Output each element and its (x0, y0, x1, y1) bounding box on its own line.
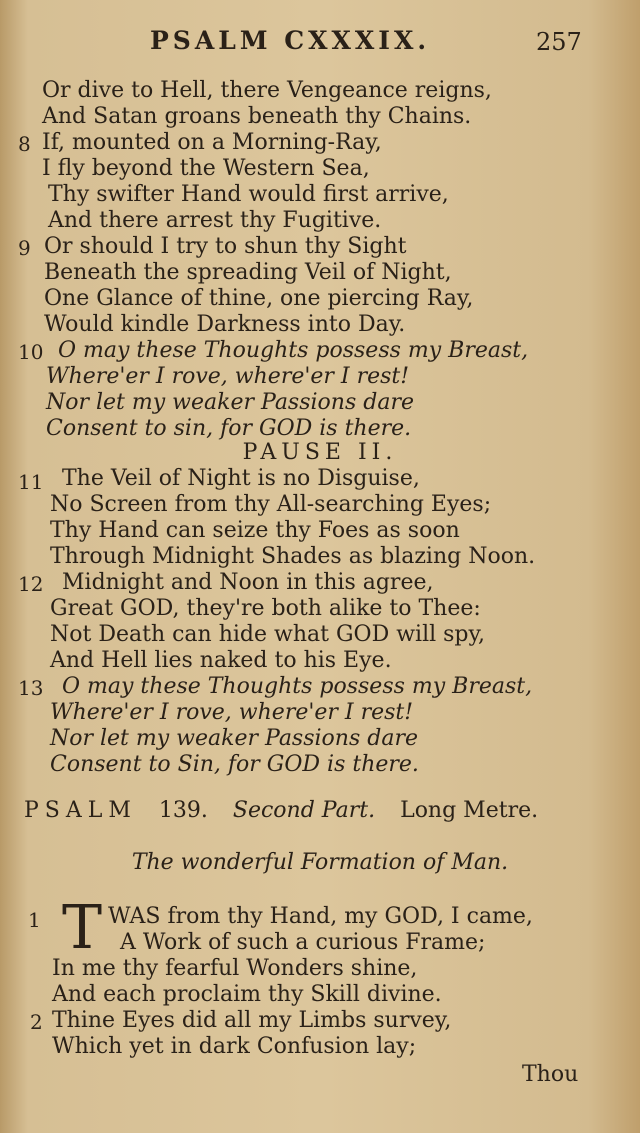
verse-number: 13 (18, 676, 44, 700)
verse-line: Consent to sin, for GOD is there. (46, 416, 412, 441)
verse-number: 1 (28, 908, 41, 932)
page-header (0, 26, 640, 58)
verse-line: WAS from thy Hand, my GOD, I came, (108, 904, 533, 929)
verse-line: No Screen from thy All-searching Eyes; (50, 492, 492, 517)
verse-line: Where'er I rove, where'er I rest! (50, 700, 414, 725)
verse-line: Midnight and Noon in this agree, (62, 570, 434, 595)
psalm-subtitle: The wonderful Formation of Man. (131, 850, 509, 875)
part-label: Second Part. (232, 798, 376, 823)
verse-line: Not Death can hide what GOD will spy, (50, 622, 486, 647)
verse-line: Where'er I rove, where'er I rest! (46, 364, 410, 389)
verse-line: Thy swifter Hand would first arrive, (48, 182, 449, 207)
verse-line: Thine Eyes did all my Limbs survey, (52, 1008, 452, 1033)
verse-line: I fly beyond the Western Sea, (42, 156, 370, 181)
catchword: Thou (522, 1062, 579, 1087)
pause-heading: PAUSE II. (242, 440, 398, 465)
verse-line: Through Midnight Shades as blazing Noon. (50, 544, 536, 569)
verse-line: One Glance of thine, one piercing Ray, (44, 286, 474, 311)
verse-line: Nor let my weaker Passions dare (50, 726, 418, 751)
verse-line: Great GOD, they're both alike to Thee: (50, 596, 481, 621)
verse-line: O may these Thoughts possess my Breast, (62, 674, 533, 699)
drop-cap: T (62, 893, 103, 963)
verse-line: Consent to Sin, for GOD is there. (50, 752, 419, 777)
verse-line: Would kindle Darkness into Day. (44, 312, 406, 337)
verse-number: 9 (18, 236, 31, 260)
verse-number: 12 (18, 572, 44, 596)
verse-number: 8 (18, 132, 31, 156)
verse-line: Which yet in dark Confusion lay; (52, 1034, 417, 1059)
psalm-number: 139. (158, 798, 208, 823)
verse-line: The Veil of Night is no Disguise, (62, 466, 420, 491)
page-number: 257 (536, 28, 582, 56)
psalm-label: PSALM (24, 798, 137, 823)
verse-number: 10 (18, 340, 44, 364)
verse-line: And there arrest thy Fugitive. (48, 208, 382, 233)
verse-line: In me thy fearful Wonders shine, (52, 956, 418, 981)
verse-line: Or should I try to shun thy Sight (44, 234, 407, 259)
verse-line: If, mounted on a Morning-Ray, (42, 130, 382, 155)
verse-line: O may these Thoughts possess my Breast, (58, 338, 529, 363)
metre-label: Long Metre. (400, 798, 539, 823)
verse-line: Beneath the spreading Veil of Night, (44, 260, 452, 285)
verse-line: Or dive to Hell, there Vengeance reigns, (42, 78, 492, 103)
verse-line: And each proclaim thy Skill divine. (52, 982, 442, 1007)
verse-number: 2 (30, 1010, 43, 1034)
verse-number: 11 (18, 470, 44, 494)
verse-line: A Work of such a curious Frame; (120, 930, 486, 955)
verse-line: Thy Hand can seize thy Foes as soon (50, 518, 460, 543)
verse-line: And Satan groans beneath thy Chains. (42, 104, 472, 129)
running-title: PSALM CXXXIX. (150, 26, 431, 55)
verse-line: And Hell lies naked to his Eye. (50, 648, 392, 673)
psalm-part-heading (24, 798, 538, 823)
verse-line: Nor let my weaker Passions dare (46, 390, 414, 415)
